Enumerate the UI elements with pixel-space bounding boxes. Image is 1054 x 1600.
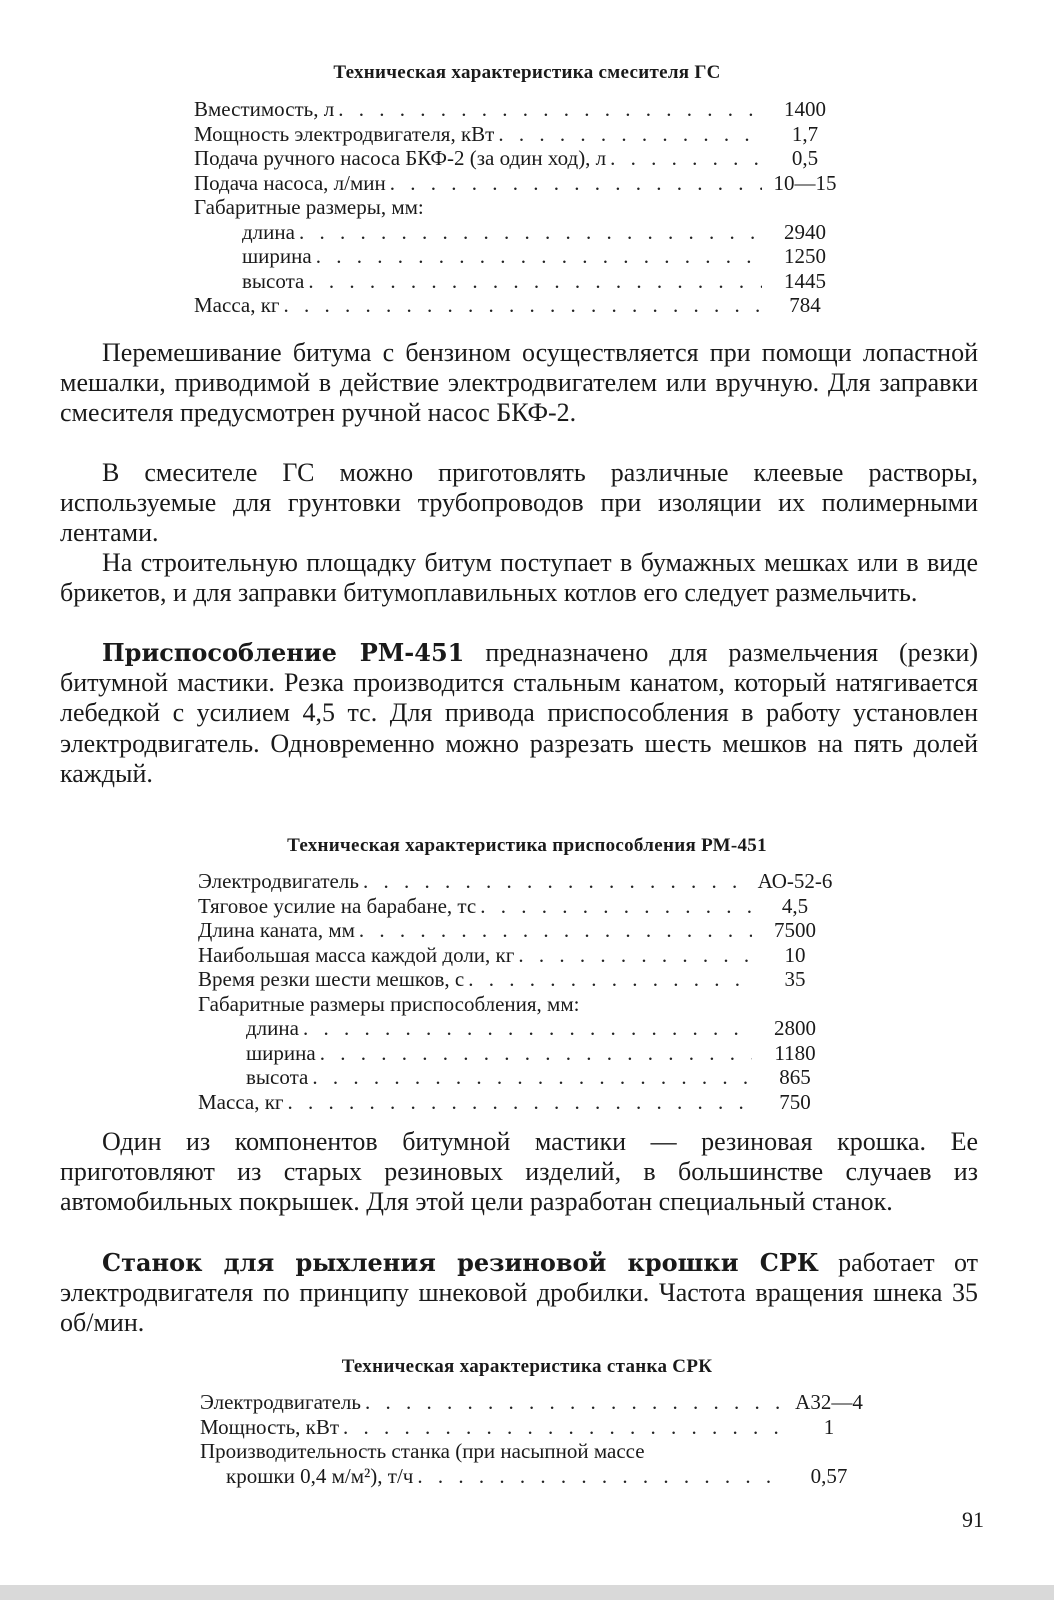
spec-row-heading: Габаритные размеры приспособления, мм: — [198, 991, 580, 1016]
gs-spec-table — [194, 97, 844, 318]
spec-row: длина . . . 2800 — [198, 1016, 834, 1041]
scan-bottom-edge — [0, 1585, 1054, 1600]
srk-spec-table — [200, 1390, 868, 1488]
spec-row: Электродвигатель . . . А32—4 — [200, 1390, 868, 1415]
srk-heading: Станок для рыхления резиновой крошки СРК — [102, 1248, 819, 1277]
paragraph-adhesives: В смесителе ГС можно приготовлять различные клеевые растворы, используемые для грунтовки трубопроводов при изоляции их полимерными лентами. — [60, 458, 978, 548]
rm-spec-title: Техническая характеристика приспособления РМ-451 — [287, 835, 767, 856]
spec-row: Электродвигатель . . . АО-52-6 — [198, 869, 834, 894]
spec-row: ширина . . . 1250 — [194, 244, 844, 269]
spec-row: Подача насоса, л/мин . . . 10—15 — [194, 171, 844, 196]
spec-row: Мощность электродвигателя, кВт . . . 1,7 — [194, 122, 844, 147]
spec-row: Масса, кг . . . 750 — [198, 1090, 834, 1115]
spec-row: Масса, кг . . . 784 — [194, 293, 844, 318]
spec-row: Длина каната, мм . . . 7500 — [198, 918, 834, 943]
paragraph-mixing: Перемешивание битума с бензином осуществляется при помощи лопастной мешалки, приводимой в действие электродвигателем или вручную. Для заправки смесителя предусмотрен ручной насос БКФ-2. — [60, 338, 978, 428]
spec-row: высота . . . 865 — [198, 1065, 834, 1090]
gs-spec-title: Техническая характеристика смесителя ГС — [333, 62, 721, 83]
spec-row: высота . . . 1445 — [194, 269, 844, 294]
spec-row: длина . . . 2940 — [194, 220, 844, 245]
spec-row: Тяговое усилие на барабане, тс . . . 4,5 — [198, 894, 834, 919]
spec-row-heading: Производительность станка (при насыпной массе — [200, 1439, 645, 1463]
spec-row: крошки 0,4 м/м²), т/ч . . . 0,57 — [200, 1464, 868, 1489]
rm-spec-table — [198, 869, 834, 1114]
spec-row: Вместимость, л . . . 1400 — [194, 97, 844, 122]
paragraph-rubber-crumb: Один из компонентов битумной мастики — резиновая крошка. Ее приготовляют из старых резиновых изделий, в большинстве случаев из автомобильных покрышек. Для этой цели разработан специальный станок. — [60, 1127, 978, 1217]
paragraph-rm451: Приспособление РМ-451 предназначено для размельчения (резки) битумной мастики. Резка производится стальным канатом, который натягивается лебедкой с усилием 4,5 тс. Для привода приспособления в работу установлен электродвигатель. Одновременно можно разрезать шесть мешков на пять долей каждый. — [60, 638, 979, 788]
spec-row: Время резки шести мешков, с . . . 35 — [198, 967, 834, 992]
spec-row: Мощность, кВт . . . 1 — [200, 1415, 868, 1440]
srk-spec-title: Техническая характеристика станка СРК — [341, 1356, 713, 1377]
spec-row: Подача ручного насоса БКФ-2 (за один ход), л . . . 0,5 — [194, 146, 844, 171]
spec-row-heading: Габаритные размеры, мм: — [194, 195, 424, 219]
page-number: 91 — [962, 1507, 984, 1532]
paragraph-srk: Станок для рыхления резиновой крошки СРК работает от электродвигателя по принципу шнековой дробилки. Частота вращения шнека 35 об/мин. — [60, 1248, 978, 1338]
spec-row: Наибольшая масса каждой доли, кг . . . 10 — [198, 943, 834, 968]
rm451-heading: Приспособление РМ-451 — [102, 638, 465, 667]
spec-row: ширина . . . 1180 — [198, 1041, 834, 1066]
paragraph-bitumen-delivery: На строительную площадку битум поступает в бумажных мешках или в виде брикетов, и для заправки битумоплавильных котлов его следует размельчить. — [60, 548, 978, 608]
